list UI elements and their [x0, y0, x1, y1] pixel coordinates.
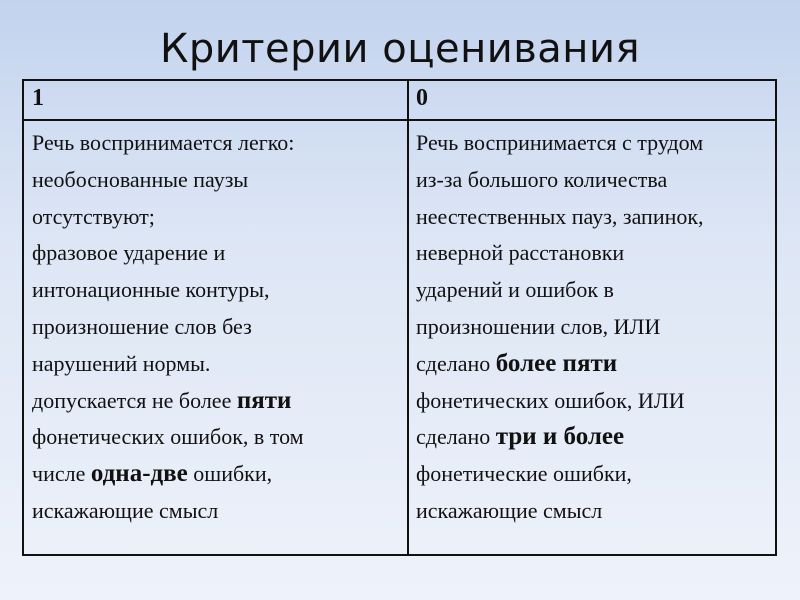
text-line: искажающие смысл — [32, 497, 219, 523]
text-line: из-за большого количества — [416, 166, 668, 192]
text-line: фонетических ошибок, ИЛИ — [416, 387, 685, 413]
text-line: необоснованные паузы — [32, 166, 249, 192]
text-line: Речь воспринимается с трудом — [416, 130, 704, 155]
text: допускается не более — [32, 387, 237, 413]
text-line: Речь воспринимается легко: — [32, 130, 295, 155]
column-divider — [407, 81, 409, 554]
emphasis-text: пяти — [236, 386, 292, 414]
text-line: отсутствуют; — [32, 203, 155, 229]
score-0-description — [416, 125, 704, 530]
text: числе — [32, 461, 91, 487]
emphasis-text: более пяти — [495, 349, 618, 377]
text-line: ударений и ошибок в — [416, 277, 614, 303]
emphasis-text: одна-две — [90, 460, 188, 488]
text: ошибки, — [187, 461, 273, 487]
text-line: интонационные контуры, — [32, 277, 270, 303]
score-1-description — [32, 125, 304, 530]
header-score-0: 0 — [416, 85, 428, 111]
text-line: неверной расстановки — [416, 240, 625, 266]
text-line: неестественных пауз, запинок, — [416, 203, 704, 229]
text-line: произношение слов без — [32, 313, 252, 339]
text: сделано — [416, 350, 496, 376]
text-line: фонетических ошибок, в том — [32, 424, 304, 450]
text-line: произношении слов, ИЛИ — [416, 313, 661, 339]
header-score-1: 1 — [32, 85, 44, 111]
text-line — [416, 346, 704, 383]
criteria-table — [22, 79, 777, 556]
text-line: нарушений нормы. — [32, 350, 211, 376]
text-line — [32, 383, 304, 420]
slide-title: Критерии оценивания — [159, 26, 641, 72]
text-line — [416, 419, 704, 456]
text-line — [32, 456, 304, 493]
text-line: фонетические ошибки, — [416, 461, 632, 487]
emphasis-text: три и более — [495, 423, 625, 451]
header-divider — [24, 119, 775, 121]
text-line: искажающие смысл — [416, 497, 603, 523]
text-line: фразовое ударение и — [32, 240, 226, 266]
text: сделано — [416, 424, 496, 450]
